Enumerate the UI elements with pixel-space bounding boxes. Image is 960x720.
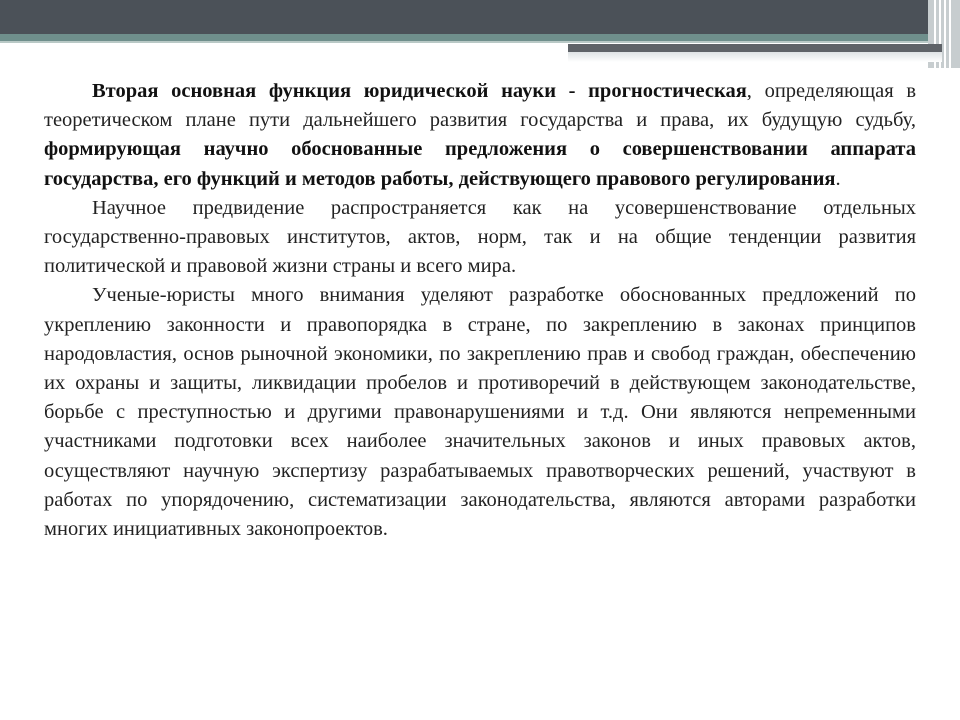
header-band [0,0,960,34]
paragraph-1-bold-1: Вторая основная функция юридической науки - прогностическая [92,80,747,102]
header-accent-stripe [0,34,960,41]
title-bar-shadow [568,52,942,62]
paragraph-1 [44,77,916,194]
paragraph-1-text-2: . [835,167,841,190]
slide-body-text [44,77,916,544]
header-light-stripe [0,41,960,43]
title-bar-decoration [568,44,942,52]
paragraph-1-text-1: , определяющая в теоретическом плане пути дальнейшего развития государства и права, их будущую судьбу, [44,80,917,132]
paragraph-3: Ученые-юристы много внимания уделяют разработке обоснованных предложений по укреплению законности и правопорядка в стране, по закреплению в законах принципов народовластия, основ рыночной экономики, по закреплению прав и свобод граждан, обеспечению их охраны и защиты, ликвидации пробелов и противоречий в действующем законодательстве, борьбе с преступностью и другими правонарушениями и т.д. Они являются непременными участниками подготовки всех наиболее значительных законов и иных правовых актов, осуществляют научную экспертизу разрабатываемых правотворческих решений, участвуют в работах по упорядочению, систематизации законодательства, являются авторами разработки многих инициативных законопроектов. [44,284,916,541]
paragraph-2: Научное предвидение распространяется как на усовершенствование отдельных государственно-правовых институтов, актов, норм, так и на общие тенденции развития политической и правовой жизни страны и всего мира. [44,196,916,278]
paragraph-1-bold-2: формирующая научно обоснованные предложения о совершенствовании аппарата государства, его функций и методов работы, действующего правового регулирования [44,138,916,190]
